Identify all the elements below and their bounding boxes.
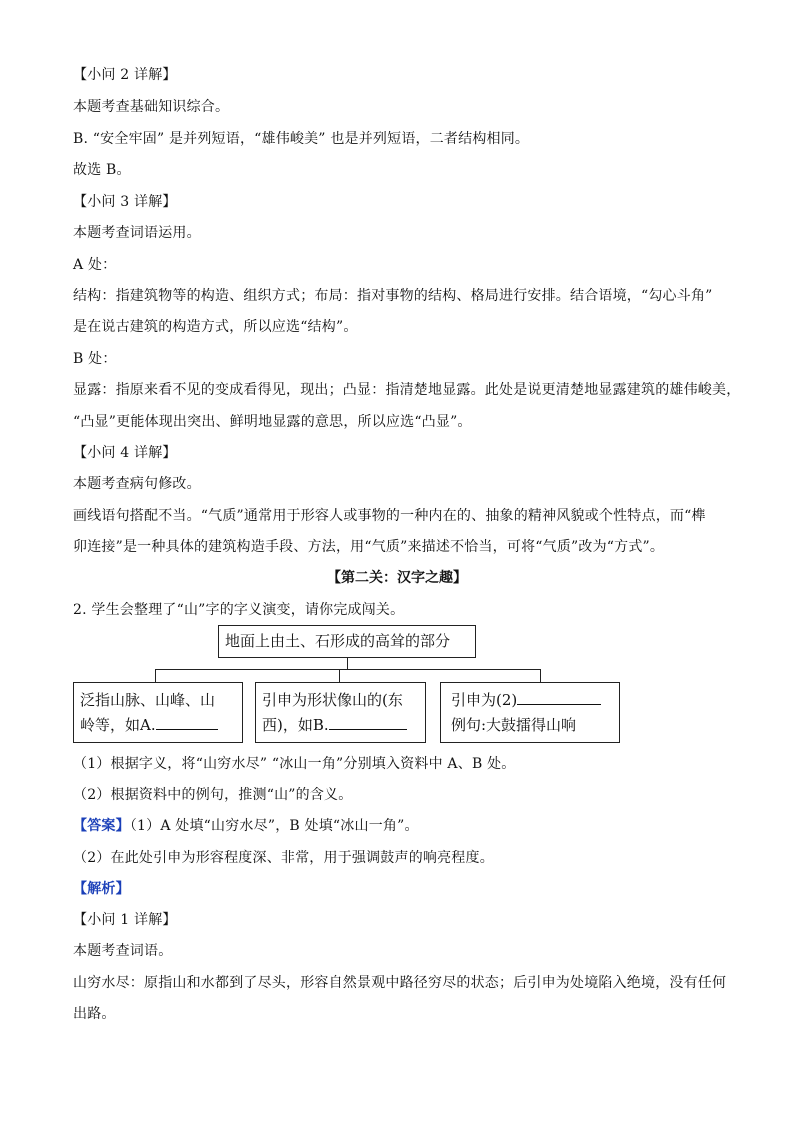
text-line: 本题考查词语。 xyxy=(73,943,173,959)
sub-question-1: （1）根据字义，将“山穷水尽” “冰山一角”分别填入资料中 A、B 处。 xyxy=(73,756,516,772)
text-line: 故选 B。 xyxy=(73,162,131,178)
answer-blank-2[interactable] xyxy=(517,690,601,705)
answer-line-2: （2）在此处引申为形容程度深、非常，用于强调鼓声的响亮程度。 xyxy=(73,850,494,866)
answer-label: 【答案】 xyxy=(73,818,130,834)
text-line: 【小问 1 详解】 xyxy=(73,912,177,928)
connector-line xyxy=(339,669,340,682)
text-line: “凸显”更能体现出突出、鲜明地显露的意思，所以应选“凸显”。 xyxy=(73,414,472,430)
text-line: 结构：指建筑物等的构造、组织方式；布局：指对事物的结构、格局进行安排。结合语境，“勾心斗角” xyxy=(73,288,713,304)
analysis-label: 【解析】 xyxy=(73,881,130,897)
text-line: 【小问 3 详解】 xyxy=(73,194,177,210)
box-b-line2: 西)，如B. xyxy=(262,716,329,734)
text-line: 画线语句搭配不当。“气质”通常用于形容人或事物的一种内在的、抽象的精神风貌或个性特点，而“榫 xyxy=(73,508,706,524)
text-line: A 处： xyxy=(73,257,117,273)
diagram-top-text: 地面上由土、石形成的高耸的部分 xyxy=(225,632,451,650)
text-line: B. “安全牢固” 是并列短语，“雄伟峻美” 也是并列短语，二者结构相同。 xyxy=(73,131,530,147)
box-a-line2: 岭等，如A. xyxy=(80,716,156,734)
analysis-label-line xyxy=(73,880,130,898)
box-c-line1: 引申为(2) xyxy=(451,691,518,709)
text-line: 本题考查词语运用。 xyxy=(73,225,201,241)
text-line: 显露：指原来看不见的变成看得见，现出；凸显：指清楚地显露。此处是说更清楚地显露建筑的雄伟峻美， xyxy=(73,382,741,398)
diagram-box-b xyxy=(255,682,426,743)
text-line: 本题考查病句修改。 xyxy=(73,476,201,492)
box-c-line2: 例句:大鼓擂得山响 xyxy=(451,716,577,734)
text-line: 【小问 2 详解】 xyxy=(73,67,177,83)
text-line: B 处： xyxy=(73,351,117,367)
answer-line-1 xyxy=(73,817,419,835)
sub-question-2: （2）根据资料中的例句，推测“山”的含义。 xyxy=(73,787,353,803)
connector-line xyxy=(155,669,541,670)
box-a-line1: 泛指山脉、山峰、山 xyxy=(80,691,216,709)
text-line: 出路。 xyxy=(73,1006,116,1022)
text-line: 卯连接”是一种具体的建筑构造手段、方法，用“气质”来描述不恰当，可将“气质”改为“方式”。 xyxy=(73,539,665,555)
answer-blank-a[interactable] xyxy=(156,715,218,730)
diagram-box-a xyxy=(73,682,243,743)
question-text: 2. 学生会整理了“山”字的字义演变，请你完成闯关。 xyxy=(73,602,405,618)
box-b-line1: 引申为形状像山的(东 xyxy=(262,691,403,709)
text-line: 本题考查基础知识综合。 xyxy=(73,99,230,115)
answer-blank-b[interactable] xyxy=(329,715,407,730)
text-line: 【小问 4 详解】 xyxy=(73,445,177,461)
text-line: 是在说古建筑的构造方式，所以应选“结构”。 xyxy=(73,319,358,335)
diagram-box-c xyxy=(440,682,620,743)
text-line: 山穷水尽：原指山和水都到了尽头，形容自然景观中路径穷尽的状态；后引申为处境陷入绝境，没有任何 xyxy=(73,975,727,991)
section-title: 【第二关：汉字之趣】 xyxy=(327,570,467,586)
connector-line xyxy=(155,669,156,682)
connector-line xyxy=(540,669,541,682)
answer-text-1: （1）A 处填“山穷水尽”，B 处填“冰山一角”。 xyxy=(129,818,419,834)
diagram-top-box xyxy=(218,625,476,658)
